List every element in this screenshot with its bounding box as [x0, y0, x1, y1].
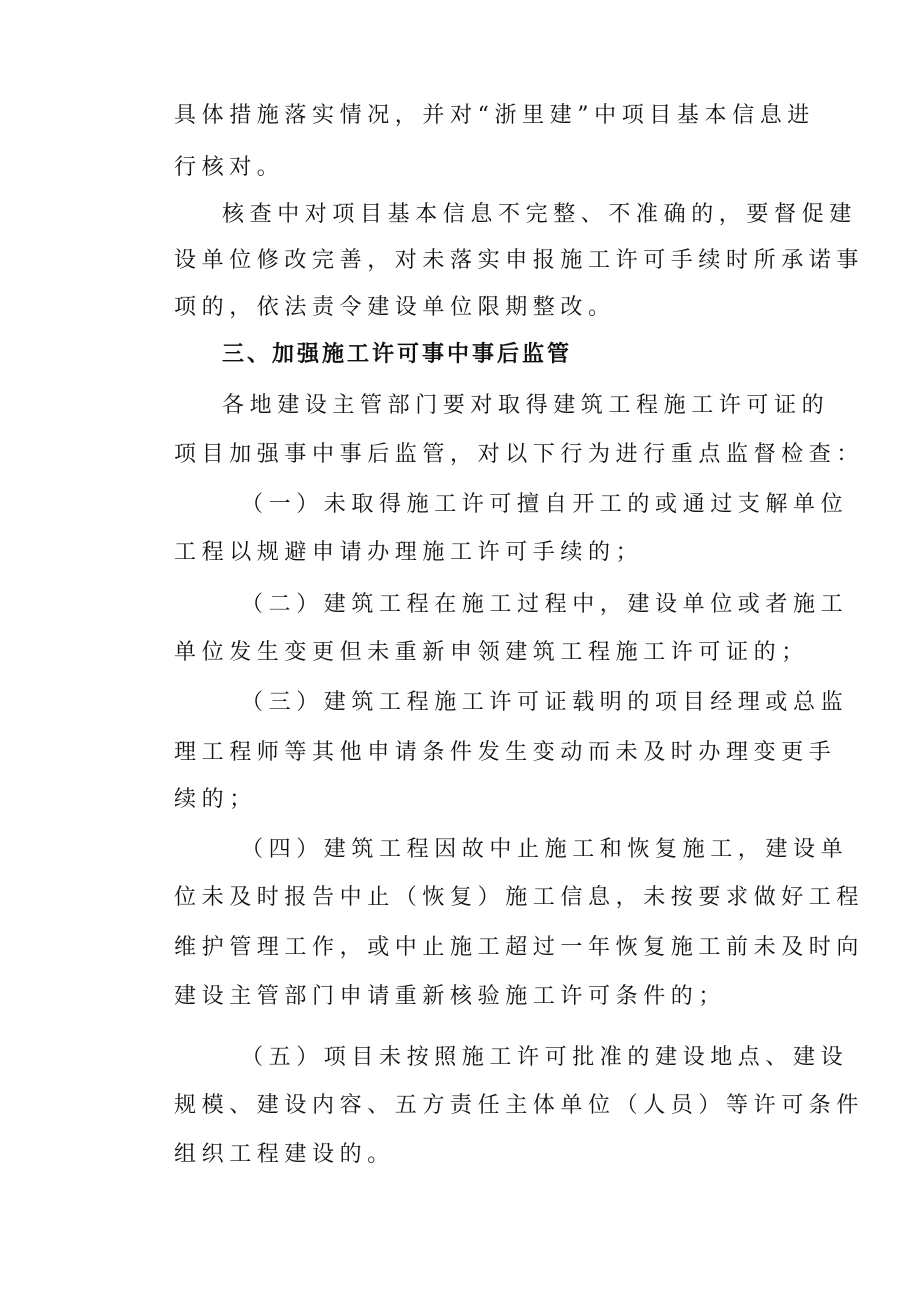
list-item-line: （一）未取得施工许可擅自开工的或通过支解单位: [241, 492, 849, 517]
list-item-line: 续的；: [174, 787, 257, 812]
paragraph-line: 核查中对项目基本信息不完整、不准确的，要督促建: [222, 202, 857, 227]
list-item-line: 规模、建设内容、五方责任主体单位（人员）等许可条件: [174, 1093, 865, 1118]
list-item-line: （四）建筑工程因故中止施工和恢复施工，建设单: [241, 837, 849, 862]
paragraph-line: 项的，依法责令建设单位限期整改。: [174, 295, 616, 320]
list-item-line: （三）建筑工程施工许可证载明的项目经理或总监: [241, 690, 849, 715]
list-item-line: 位未及时报告中止（恢复）施工信息，未按要求做好工程: [174, 885, 865, 910]
list-item-line: （二）建筑工程在施工过程中，建设单位或者施工: [241, 592, 849, 617]
paragraph-line: 设单位修改完善，对未落实申报施工许可手续时所承诺事: [174, 248, 865, 273]
paragraph-line: 各地建设主管部门要对取得建筑工程施工许可证的: [222, 393, 830, 418]
paragraph-line: 项目加强事中事后监管，对以下行为进行重点监督检查：: [174, 442, 865, 467]
paragraph-line: 具体措施落实情况，并对“浙里建”中项目基本信息进: [174, 103, 815, 128]
list-item-line: 工程以规避申请办理施工许可手续的；: [174, 540, 644, 565]
list-item-line: 单位发生变更但未重新申领建筑工程施工许可证的；: [174, 640, 809, 665]
list-item-line: 组织工程建设的。: [174, 1142, 395, 1167]
list-item-line: 维护管理工作，或中止施工超过一年恢复施工前未及时向: [174, 935, 865, 960]
list-item-line: 建设主管部门申请重新核验施工许可条件的；: [174, 984, 727, 1009]
paragraph-line: 行核对。: [174, 155, 285, 180]
list-item-line: （五）项目未按照施工许可批准的建设地点、建设: [241, 1045, 849, 1070]
section-heading: 三、加强施工许可事中事后监管: [222, 342, 573, 367]
list-item-line: 理工程师等其他申请条件发生变动而未及时办理变更手: [174, 740, 837, 765]
